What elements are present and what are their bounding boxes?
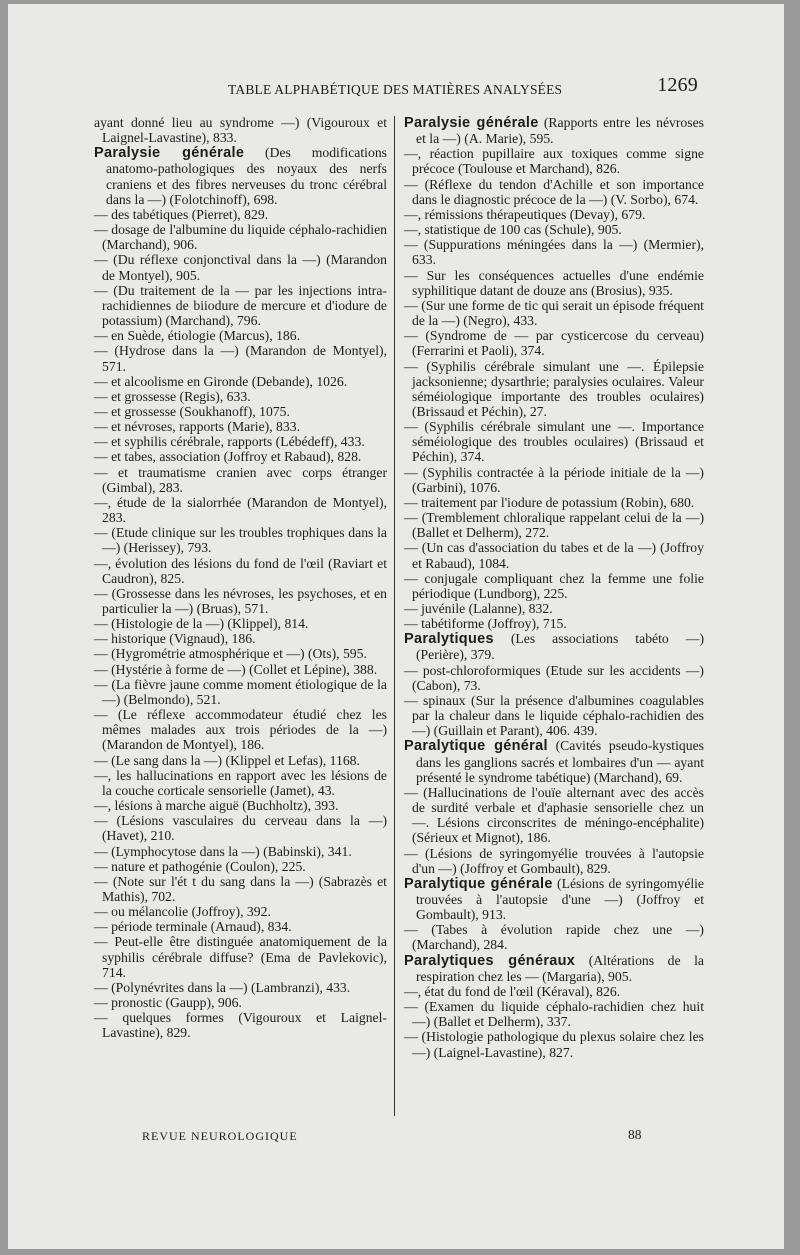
index-entry [94,859,387,874]
entry-text: — (Lésions de syringomyélie trouvées à l'autopsie d'un —) (Joffroy et Gombault), 829. [404,845,704,876]
entry-text: — conjugale compliquant chez la femme une folie périodique (Lundborg), 225. [404,570,704,601]
index-entry [404,999,704,1029]
entry-text: — (Hydrose dans la —) (Marandon de Montyel), 571. [94,343,387,374]
entry-text: — (Suppurations méningées dans la —) (Mermier), 633. [404,237,704,268]
entry-text: — (Syphilis cérébrale simulant une —. Épilepsie jacksonienne; dysarthrie; paralysies oculaires. Valeur séméiologique importante des troubles oculaires) (Brissaud et Péchin), 27. [404,358,704,419]
entry-text: —, statistique de 100 cas (Schule), 905. [404,222,622,238]
footer-journal: REVUE NEUROLOGIQUE [142,1129,298,1143]
index-entry [94,980,387,995]
entry-text: — (Polynévrites dans la —) (Lambranzi), 433. [94,979,351,995]
index-entry [404,298,704,328]
index-entry [94,495,387,525]
index-entry [94,1010,387,1040]
entry-text: — (Tabes à évolution rapide chez une —) (Marchand), 284. [404,922,704,953]
entry-text: (Cavités pseudo-kystiques dans les ganglions sacrés et lombaires d'un — ayant présenté le syndrome tabétique) (Marchand), 69. [416,738,704,785]
index-entry [94,328,387,343]
entry-text: — et névroses, rapports (Marie), 833. [94,419,301,435]
index-entry [404,268,704,298]
entry-text: — ou mélancolie (Joffroy), 392. [94,904,271,920]
entry-text: —, évolution des lésions du fond de l'œil (Raviart et Caudron), 825. [94,555,387,586]
entry-text: (Altérations de la respiration chez les — (Margaria), 905. [416,952,704,984]
index-entry [94,646,387,661]
index-entry [94,389,387,404]
index-entry [94,707,387,752]
index-entry [404,1029,704,1059]
index-entry [404,738,704,784]
entry-text: —, les hallucinations en rapport avec les lésions de la couche corticale sensorielle (Jamet), 43. [94,767,387,798]
index-entry [404,846,704,876]
entry-text: —, réaction pupillaire aux toxiques comme signe précoce (Toulouse et Marchand), 826. [404,146,704,177]
entry-headword: Paralytique générale [404,875,553,892]
entry-text: (Des modifications anatomo-pathologiques des noyaux des nerfs craniens et des fibres nerveuses du tronc cérébral dans la —) (Folotchinoff), 698. [106,145,387,207]
entry-text: — juvénile (Lalanne), 832. [404,601,553,616]
entry-text: — et alcoolisme en Gironde (Debande), 1026. [94,373,348,389]
entry-text: — (Le sang dans la —) (Klippel et Lefas), 1168. [94,752,360,768]
index-entry [404,510,704,540]
entry-text: — (Lésions vasculaires du cerveau dans la —) (Havet), 210. [94,813,387,844]
entry-text: — (Hystérie à forme de —) (Collet et Lépine), 388. [94,661,378,677]
entry-text: — et traumatisme cranien avec corps étranger (Gimbal), 283. [94,464,387,495]
entry-text: — pronostic (Gaupp), 906. [94,995,242,1011]
index-entry [94,404,387,419]
index-entry [94,844,387,859]
index-entry [94,813,387,843]
entry-text: — (Lymphocytose dans la —) (Babinski), 341. [94,843,352,859]
index-entry [404,146,704,176]
index-entry [94,449,387,464]
entry-text: — (Du réflexe conjonctival dans la —) (Marandon de Montyel), 905. [94,252,387,283]
entry-text: — historique (Vignaud), 186. [94,631,256,647]
index-entry [404,540,704,570]
entry-text: — (Syphilis contractée à la période initiale de la —) (Garbini), 1076. [404,464,704,495]
entry-text: — (Le réflexe accommodateur étudié chez les mêmes malades aux trois périodes de la —) (Marandon de Montyel), 186. [94,707,387,753]
index-entry [404,115,704,146]
entry-text: — (Syndrome de — par cysticercose du cerveau) (Ferrarini et Paoli), 374. [404,328,704,359]
index-entry [94,753,387,768]
entry-text: — (Examen du liquide céphalo-rachidien chez huit —) (Ballet et Delherm), 337. [404,999,704,1030]
entry-text: — Peut-elle être distinguée anatomiquement de la syphilis cérébrale diffuse? (Ema de Pavlekovic), 714. [94,934,387,980]
entry-text: — (Grossesse dans les névroses, les psychoses, et en particulier la —) (Bruas), 571. [94,585,387,616]
entry-text: (Rapports entre les névroses et la —) (A. Marie), 595. [416,115,705,147]
index-entry [404,984,704,999]
index-entry [404,177,704,207]
index-entry [404,663,704,693]
right-column [404,115,704,1060]
entry-text: — (Du traitement de la — par les injections intra-rachidiennes de biiodure de mercure et d'iodure de potassium) (Marchand), 796. [94,282,387,329]
entry-text: — (Etude clinique sur les troubles trophiques dans la —) (Herissey), 793. [94,525,387,556]
entry-text: —, état du fond de l'œil (Kéraval), 826. [404,983,621,999]
index-entry [94,631,387,646]
entry-text: —, étude de la sialorrhée (Marandon de Montyel), 283. [94,494,387,526]
index-entry [94,252,387,282]
entry-text: — quelques formes (Vigouroux et Laignel-Lavastine), 829. [94,1010,387,1041]
index-entry [94,115,387,145]
entry-text: — (Sur une forme de tic qui serait un épisode fréquent de la —) (Negro), 433. [404,297,704,329]
left-column [94,115,387,1041]
entry-text: — (Réflexe du tendon d'Achille et son importance dans le diagnostic précoce de la —) (V. Sorbo), 674. [404,176,704,207]
entry-text: —, rémissions thérapeutiques (Devay), 679. [404,206,646,222]
index-entry [404,693,704,738]
footer-sheet-number: 88 [628,1127,642,1142]
index-entry [94,995,387,1010]
index-entry [94,222,387,252]
entry-text: — en Suède, étiologie (Marcus), 186. [94,328,301,344]
page [8,4,784,1249]
entry-text: — et grossesse (Soukhanoff), 1075. [94,403,290,419]
index-entry [404,785,704,846]
entry-text: (Les associations tabéto —) (Perière), 379. [416,631,704,663]
entry-text: — nature et pathogénie (Coulon), 225. [94,858,306,874]
index-entry [94,465,387,495]
index-entry [94,434,387,449]
index-entry [404,237,704,267]
entry-text: — post-chloroformiques (Etude sur les accidents —) (Cabon), 73. [404,662,704,693]
entry-text: — spinaux (Sur la présence d'albumines coagulables par la chaleur dans le liquide céphalo-rachidien des—) (Guillain et Parant), 406. 439. [404,692,704,739]
index-entry [404,876,704,922]
entry-text: — (Tremblement chloralique rappelant celui de la —) (Ballet et Delherm), 272. [404,510,704,541]
page-number: 1269 [657,74,698,96]
entry-text: — (Hallucinations de l'ouïe alternant avec des accès de surdité verbale et d'aphasie sensorielle chez un —. Lésions circonscrites de méningo-encéphalite) (Sérieux et Mignot), 186. [404,784,704,846]
index-entry [404,571,704,601]
index-entry [404,616,704,631]
index-entry [404,419,704,464]
index-entry [94,419,387,434]
index-entry [404,922,704,952]
entry-text: — période terminale (Arnaud), 834. [94,919,292,935]
entry-text: (Lésions de syringomyélie trouvées à l'autopsie d'une —) (Joffroy et Gombault), 913. [416,875,705,923]
entry-text: — tabétiforme (Joffroy), 715. [404,616,567,632]
entry-text: — des tabétiques (Pierret), 829. [94,206,269,222]
entry-text: — (Histologie pathologique du plexus solaire chez les —) (Laignel-Lavastine), 827. [404,1029,704,1060]
index-entry [94,798,387,813]
entry-text: ayant donné lieu au syndrome —) (Vigouroux et Laignel-Lavastine), 833. [94,115,387,146]
entry-headword: Paralysie générale [94,145,245,162]
index-entry [94,283,387,328]
index-entry [94,874,387,904]
entry-headword: Paralytique général [404,738,548,755]
index-entry [404,328,704,358]
index-entry [94,374,387,389]
index-entry [94,343,387,373]
header-title: TABLE ALPHABÉTIQUE DES MATIÈRES ANALYSÉES [228,82,563,97]
index-entry [94,768,387,798]
column-divider [394,116,395,1116]
index-entry [94,586,387,616]
entry-text: — (Histologie de la —) (Klippel), 814. [94,616,309,632]
index-entry [404,222,704,237]
index-entry [94,904,387,919]
entry-headword: Paralysie générale [404,115,539,131]
index-entry [404,465,704,495]
entry-text: — et grossesse (Regis), 633. [94,388,251,404]
index-entry [404,601,704,616]
index-entry [404,207,704,222]
index-entry [94,145,387,207]
entry-text: — (Note sur l'ét t du sang dans la —) (Sabrazès et Mathis), 702. [94,873,387,904]
entry-text: — et syphilis cérébrale, rapports (Lébédeff), 433. [94,434,365,450]
entry-text: — et tabes, association (Joffroy et Rabaud), 828. [94,449,362,465]
index-entry [404,631,704,662]
index-entry [94,207,387,222]
entry-text: — (La fièvre jaune comme moment étiologique de la —) (Belmondo), 521. [94,676,387,707]
entry-text: —, lésions à marche aiguë (Buchholtz), 393. [94,798,339,814]
index-entry [404,495,704,510]
entry-headword: Paralytiques [404,631,494,648]
index-entry [94,662,387,677]
entry-text: — (Syphilis cérébrale simulant une —. Importance séméiologique des troubles oculaires) (Brissaud et Péchin), 374. [404,419,704,465]
index-entry [94,556,387,586]
entry-text: — (Hygrométrie atmosphérique et —) (Ots), 595. [94,646,367,662]
index-entry [94,616,387,631]
index-entry [404,953,704,984]
index-entry [94,934,387,979]
index-entry [94,525,387,555]
entry-headword: Paralytiques généraux [404,952,576,969]
entry-text: — (Un cas d'association du tabes et de la —) (Joffroy et Rabaud), 1084. [404,540,704,571]
entry-text: — dosage de l'albumine du liquide céphalo-rachidien (Marchand), 906. [94,222,387,253]
entry-text: — Sur les conséquences actuelles d'une endémie syphilitique datant de douze ans (Brosius), 935. [404,267,704,298]
index-entry [404,359,704,420]
entry-text: — traitement par l'iodure de potassium (Robin), 680. [404,494,695,510]
index-entry [94,677,387,707]
index-entry [94,919,387,934]
